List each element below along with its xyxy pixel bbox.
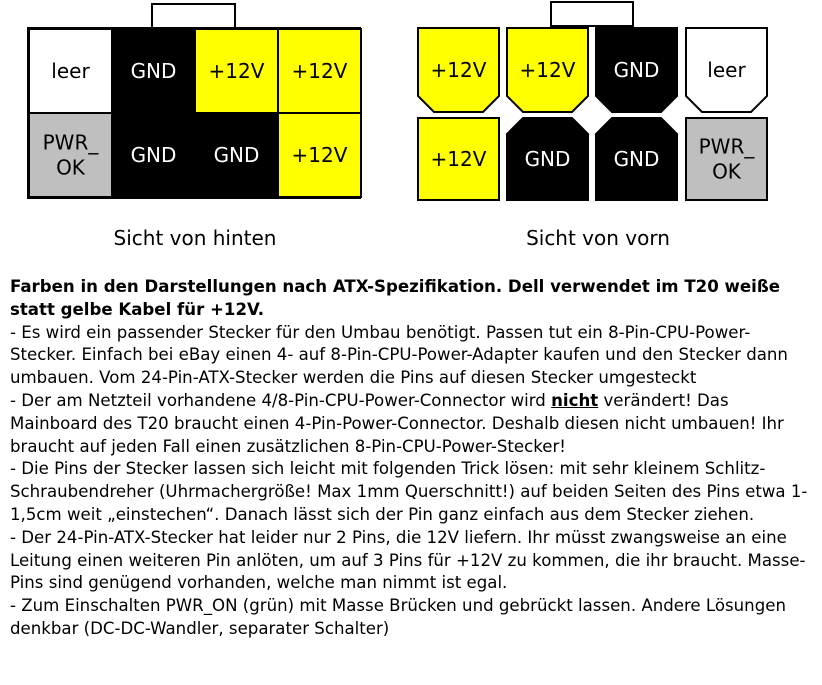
back-pin-7-label: GND — [213, 143, 260, 167]
back-pin-4-12v — [278, 29, 361, 113]
front-latch — [551, 2, 633, 26]
front-pin-3-label: GND — [613, 58, 660, 82]
front-pin-4-leer — [686, 28, 767, 112]
front-pin-7-gnd — [596, 118, 677, 200]
back-pin-6-gnd — [112, 113, 195, 197]
front-pin-6-label: GND — [524, 147, 571, 171]
back-pin-2-label: GND — [130, 59, 177, 83]
note-cpu-connector-a: - Der am Netzteil vorhandene 4/8-Pin-CPU-Power-Connector wird — [10, 390, 552, 410]
front-pin-1-12v — [418, 28, 499, 112]
front-pin-8-label: PWR_ — [698, 134, 755, 159]
front-view-caption: Sicht von vorn — [526, 226, 670, 250]
connector-diagram — [0, 0, 822, 222]
back-latch — [152, 4, 235, 29]
back-pin-5-pwr-ok — [29, 113, 112, 197]
back-pin-2-gnd — [112, 29, 195, 113]
back-view-connector — [28, 4, 361, 198]
back-pin-5-label: OK — [56, 155, 85, 180]
front-pin-2-label: +12V — [519, 58, 576, 82]
back-pin-5-label: PWR_ — [42, 130, 99, 155]
back-pin-1-label: leer — [51, 59, 90, 83]
note-cpu-connector — [10, 390, 816, 458]
note-cpu-connector-b: verändert! Das Mainboard des T20 braucht einen 4-Pin-Power-Connector. Deshalb diesen nicht umbauen! Ihr braucht auf jeden Fall einen zusätzlichen 8-Pin-CPU-Power-Stecker! — [10, 390, 784, 456]
back-pin-1-leer — [29, 29, 112, 113]
note-plug-needed: - Es wird ein passender Stecker für den Umbau benötigt. Passen tut ein 8-Pin-CPU-Power-Stecker. Einfach bei eBay einen 4- auf 8-Pin-CPU-Power-Adapter kaufen und den Stecker dann umbauen. Vom 24-Pin-ATX-Stecker werden die Pins auf diesen Stecker umgesteckt — [10, 322, 788, 388]
note-pin-removal: - Die Pins der Stecker lassen sich leicht mit folgenden Trick lösen: mit sehr kleinem Schlitz-Schraubendreher (Uhrmachergröße! Max 1mm Querschnitt!) auf beiden Seiten des Pins etwa 1-1,5cm weit „einstechen“. Danach lässt sich der Pin ganz einfach aus dem Stecker ziehen. — [10, 459, 808, 524]
note-emphasis-nicht: nicht — [551, 390, 599, 410]
front-pin-1-label: +12V — [430, 58, 487, 82]
note-atx-pins: - Der 24-Pin-ATX-Stecker hat leider nur 2 Pins, die 12V liefern. Ihr müsst zwangsweise an eine Leitung einen weiteren Pin anlöten, um auf 3 Pins für +12V zu kommen, die ihr braucht. Masse-Pins sind genügend vorhanden, welche man nimmt ist egal. — [10, 527, 806, 593]
back-pin-6-label: GND — [130, 143, 177, 167]
back-pin-8-12v — [278, 113, 361, 197]
back-pin-8-label: +12V — [291, 143, 348, 167]
back-view-caption: Sicht von hinten — [113, 226, 277, 250]
front-view-connector — [418, 2, 767, 200]
front-pin-5-12v — [418, 118, 499, 200]
back-pin-3-12v — [195, 29, 278, 113]
front-pin-8-pwr-ok — [686, 118, 767, 200]
front-pin-4-label: leer — [707, 58, 746, 82]
back-pin-4-label: +12V — [291, 59, 348, 83]
notes-text — [10, 276, 816, 641]
front-pin-2-12v — [507, 28, 588, 112]
note-power-on: - Zum Einschalten PWR_ON (grün) mit Masse Brücken und gebrückt lassen. Andere Lösungen denkbar (DC-DC-Wandler, separater Schalter) — [10, 596, 786, 638]
front-pin-3-gnd — [596, 28, 677, 112]
front-pin-6-gnd — [507, 118, 588, 200]
front-pin-5-label: +12V — [430, 147, 487, 171]
front-pin-7-label: GND — [613, 147, 660, 171]
notes-heading: Farben in den Darstellungen nach ATX-Spezifikation. Dell verwendet im T20 weiße statt gelbe Kabel für +12V. — [10, 277, 781, 319]
front-pin-8-label: OK — [712, 159, 741, 184]
back-pin-7-gnd — [195, 113, 278, 197]
back-pin-3-label: +12V — [208, 59, 265, 83]
